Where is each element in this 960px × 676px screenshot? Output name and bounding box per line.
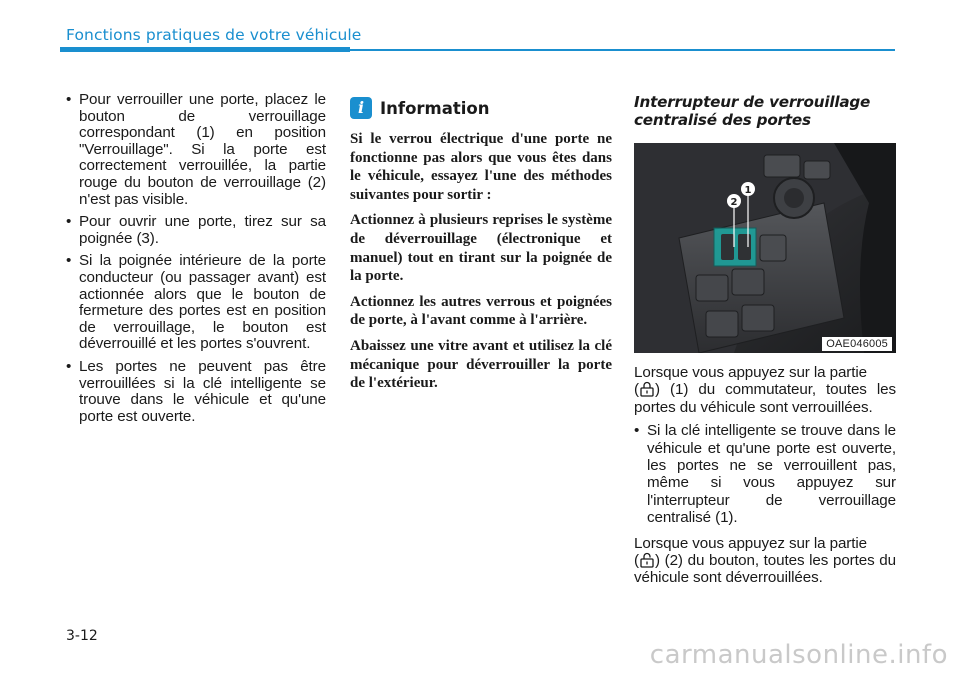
lock-paragraph-end: ) (1) du commutateur, toutes les portes du véhicule sont verrouillées.: [634, 381, 896, 416]
header-rule-thick: [60, 47, 350, 52]
list-item: • Pour ouvrir une porte, tirez sur sa poignée (3).: [66, 214, 326, 247]
header-title: Fonctions pratiques de votre véhicule: [66, 26, 362, 44]
paren-open: (: [634, 552, 639, 570]
unlock-paragraph-start: Lorsque vous appuyez sur la partie: [634, 534, 867, 552]
list-item: • Si la clé intelligente se trouve dans le véhicule et qu'une porte est ouverte, les portes ne se verrouillent pas, même si vous appuyez sur l'interrupteur de verrouillage centralisé (1).: [634, 422, 896, 526]
lock-icon: [640, 381, 654, 397]
callout-label-2: 2: [730, 197, 738, 208]
unlock-paragraph-end: ) (2) du bouton, toutes les portes du véhicule sont déverrouillées.: [634, 552, 896, 587]
unlock-paragraph: [634, 535, 896, 587]
unlock-icon: [640, 552, 654, 568]
information-box: [350, 92, 612, 400]
information-title: Information: [380, 98, 490, 118]
lock-paragraph-start: Lorsque vous appuyez sur la partie: [634, 364, 867, 381]
right-column: [634, 92, 896, 593]
door-panel-illustration: [634, 143, 896, 353]
information-paragraph: Si le verrou électrique d'une porte ne fonctionne pas alors que vous êtes dans le véhicule, essayez l'une des méthodes suivantes pour sortir :: [350, 131, 612, 203]
callout-label-1: 1: [744, 185, 752, 196]
header-rule-thin: [350, 49, 895, 51]
information-paragraph: Actionnez à plusieurs reprises le système de déverrouillage (électronique et manuel) tout en tirant sur la poignée de la porte.: [350, 212, 612, 285]
lock-paragraph: [634, 364, 896, 416]
watermark: carmanualsonline.info: [649, 640, 948, 670]
paren-open: (: [634, 381, 639, 399]
left-column: [66, 92, 326, 431]
section-title: Interrupteur de verrouillage centralisé des portes: [634, 93, 871, 129]
info-icon: i: [350, 97, 372, 119]
information-header: [350, 97, 612, 119]
information-paragraph: Abaissez une vitre avant et utilisez la clé mécanique pour déverrouiller la porte de l'extérieur.: [350, 337, 612, 392]
list-item: • Les portes ne peuvent pas être verrouillées si la clé intelligente se trouve dans le véhicule et qu'une porte est ouverte.: [66, 359, 326, 425]
door-switch-photo: [634, 143, 896, 353]
list-item: • Si la poignée intérieure de la porte conducteur (ou passager avant) est actionnée alors que le bouton de fermeture des portes est en position de verrouillage, le bouton est déverrouillé et les portes s'ouvrent.: [66, 253, 326, 353]
lock-note-list: [634, 422, 896, 526]
photo-code: OAE046005: [822, 337, 892, 351]
information-paragraph: Actionnez les autres verrous et poignées de porte, à l'avant comme à l'arrière.: [350, 293, 612, 329]
lock-instructions-list: [66, 92, 326, 425]
list-item: • Pour verrouiller une porte, placez le bouton de verrouillage correspondant (1) en position "Verrouillage". Si la porte est correctement verrouillée, la partie rouge du bouton de verrouillage (2) n'est pas visible.: [66, 92, 326, 208]
page-number: 3-12: [66, 628, 98, 644]
